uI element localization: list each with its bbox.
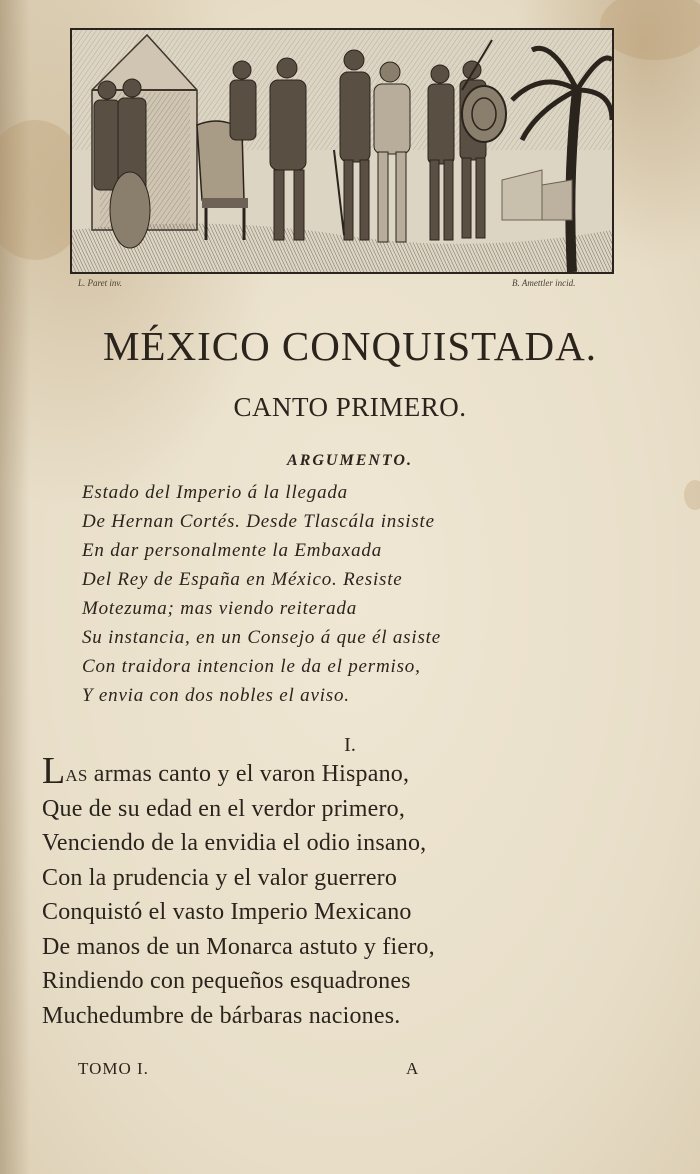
foxing-stain [600, 0, 700, 60]
argument-line: Motezuma; mas viendo reiterada [82, 598, 357, 619]
argument-line: Del Rey de España en México. Resiste [82, 569, 403, 590]
argument-line: Estado del Imperio á la llegada [82, 482, 348, 503]
argument-line: Con traidora intencion le da el permiso, [82, 656, 421, 677]
stanza-line: Con la prudencia y el valor guerrero [42, 864, 398, 891]
engraving-credit-inventor: L. Paret inv. [78, 278, 122, 288]
argument-line: Y envia con dos nobles el aviso. [82, 685, 350, 706]
stanza-verse [42, 750, 582, 1033]
page-title: MÉXICO CONQUISTADA. [102, 323, 598, 369]
stanza-line: Muchedumbre de bárbaras naciones. [42, 1002, 401, 1029]
signature-mark: A [406, 1059, 419, 1078]
foxing-stain [684, 480, 700, 510]
argument-line: En dar personalmente la Embaxada [82, 540, 383, 561]
stanza-number: I. [344, 734, 356, 756]
engraving-illustration [72, 30, 612, 272]
stanza-line: De manos de un Monarca astuto y fiero, [42, 933, 435, 960]
stanza-line: Conquistó el vasto Imperio Mexicano [42, 899, 412, 925]
volume-label: TOMO I. [78, 1059, 149, 1078]
drop-cap: L [42, 750, 66, 792]
argument-line: De Hernan Cortés. Desde Tlascála insiste [82, 511, 435, 532]
argument-line: Su instancia, en un Consejo á que él asiste [82, 627, 441, 648]
stanza-line: Rindiendo con pequeños esquadrones [42, 968, 411, 994]
canto-title: CANTO PRIMERO. [233, 392, 467, 422]
stanza-line: Venciendo de la envidia el odio insano, [42, 830, 427, 856]
argument-verse [82, 478, 602, 710]
stanza-line: Que de su edad en el verdor primero, [42, 795, 406, 822]
small-caps-text: as [65, 761, 88, 787]
argument-heading: ARGUMENTO. [287, 452, 413, 469]
engraving-credit-engraver: B. Amettler incid. [512, 278, 576, 288]
frontispiece-engraving [70, 28, 614, 274]
stanza-first-line [42, 750, 582, 792]
first-line-text: armas canto y el varon Hispano, [87, 761, 410, 787]
